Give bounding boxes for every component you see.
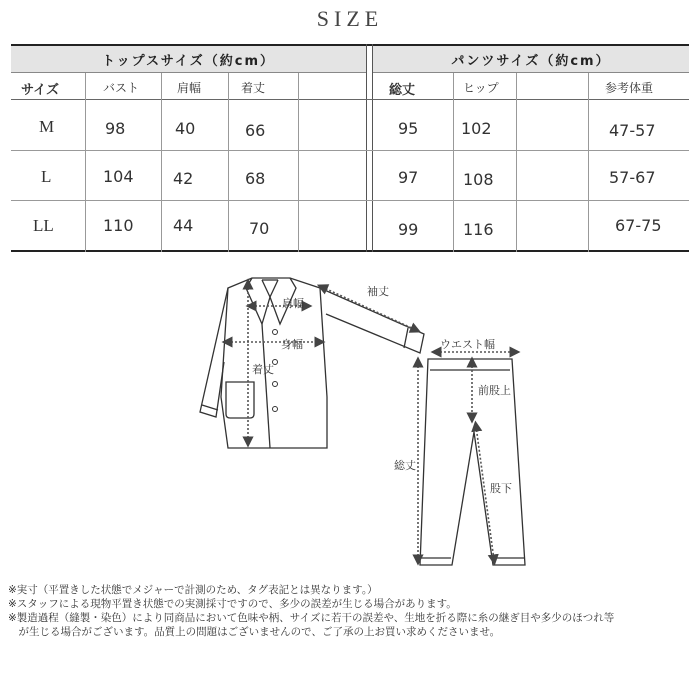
header-shoulder: 肩幅 [177,81,202,95]
cell-length: 68 [245,169,266,188]
header-weight: 参考体重 [605,81,654,95]
header-hip: ヒップ [463,81,499,95]
page-title: SIZE [316,6,384,31]
pants-section-title: パンツサイズ（約cm） [373,46,689,73]
label-waist: ウエスト幅 [440,338,495,351]
cell-hip: 102 [461,119,492,138]
cell-shoulder: 40 [175,119,196,138]
header-bust: バスト [103,81,140,95]
cell-bust: 104 [103,167,134,186]
tops-section-title: トップスサイズ（約cm） [11,46,366,73]
cell-total-length: 97 [398,168,419,187]
cell-total-length: 95 [398,119,419,138]
header-length: 着丈 [241,81,266,95]
cell-size: M [39,117,55,136]
cell-hip: 116 [463,220,494,239]
note-line: ※実寸（平置きした状態でメジャーで計測のため、タグ表記とは異なります。） [8,584,378,596]
col-line [453,73,454,252]
cell-length: 66 [245,121,266,140]
col-line [516,73,517,252]
label-sleeve: 袖丈 [367,285,389,298]
cell-weight: 67-75 [615,216,662,235]
note-line: ※スタッフによる現物平置き状態での実測採寸ですので、多少の誤差が生じる場合があります。 [8,598,457,610]
note-line: が生じる場合がございます。品質上の問題はございませんので、ご了承の上お買い求めくださいませ。 [8,626,501,638]
cell-shoulder: 44 [173,216,194,235]
label-length: 着丈 [252,363,274,376]
col-line [298,73,299,252]
size-table [11,44,689,252]
cell-length: 70 [249,219,270,238]
label-total: 総丈 [394,459,416,472]
note-line: ※製造過程（縫製・染色）により同商品において色味や柄、サイズに若干の誤差や、生地を折る際に糸の継ぎ目や多少のほつれ等 [8,612,615,624]
cell-weight: 57-67 [609,168,656,187]
cell-size: L [41,167,52,186]
notes [8,583,698,639]
label-chest: 身幅 [281,338,303,351]
cell-bust: 98 [105,119,126,138]
cell-weight: 47-57 [609,121,656,140]
measurement-diagram [0,262,700,582]
cell-total-length: 99 [398,220,419,239]
col-line [588,73,589,252]
cell-hip: 108 [463,170,494,189]
section-divider [366,44,373,252]
col-line [228,73,229,252]
col-line [85,73,86,252]
label-inseam: 股下 [490,482,512,495]
cell-size: LL [33,216,54,235]
header-size: サイズ [21,83,59,98]
cell-shoulder: 42 [173,169,194,188]
shirt-illustration [200,278,424,448]
label-rise: 前股上 [478,384,511,397]
label-shoulder: 肩幅 [282,297,304,310]
col-line [161,73,162,252]
cell-bust: 110 [103,216,134,235]
header-total-length: 総丈 [389,83,416,98]
